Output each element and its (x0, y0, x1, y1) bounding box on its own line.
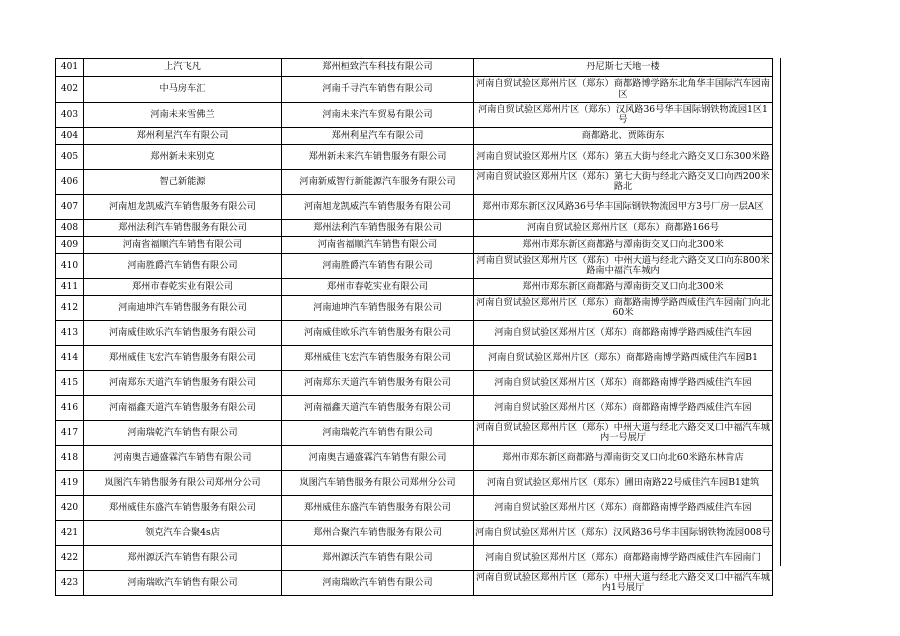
dealer-name: 河南胜爵汽车销售有限公司 (84, 254, 282, 279)
dealer-address: 河南自贸试验区郑州片区（郑东）中州大道与经北六路交叉口中福汽车城内1号展厅 (474, 571, 773, 596)
table-row (56, 237, 773, 254)
company-name: 郑州桓致汽车科技有限公司 (282, 59, 474, 77)
table-row (56, 546, 773, 571)
spreadsheet-page (55, 58, 773, 596)
dealer-name: 郑州源沃汽车销售有限公司 (84, 546, 282, 571)
company-name: 岚图汽车销售服务有限公司郑州分公司 (282, 471, 474, 496)
company-name: 郑州威佳东盛汽车销售服务有限公司 (282, 496, 474, 521)
dealer-address: 河南自贸试验区郑州片区（郑东）商都路南博学路西威佳汽车园 (474, 396, 773, 421)
table-row (56, 254, 773, 279)
row-number: 408 (56, 220, 84, 237)
dealer-name: 河南威佳欧乐汽车销售服务有限公司 (84, 321, 282, 346)
table-row (56, 220, 773, 237)
company-name: 河南威佳欧乐汽车销售服务有限公司 (282, 321, 474, 346)
dealer-name: 郑州市春乾实业有限公司 (84, 279, 282, 296)
dealer-address: 郑州市郑东新区商都路与潭南街交叉口向北300米 (474, 237, 773, 254)
table-row (56, 446, 773, 471)
row-number: 423 (56, 571, 84, 596)
row-number: 403 (56, 103, 84, 128)
table-row (56, 421, 773, 446)
row-number: 422 (56, 546, 84, 571)
dealer-address: 河南自贸试验区郑州片区（郑东）中州大道与经北六路交叉口中福汽车城内一号展厅 (474, 421, 773, 446)
dealer-name: 智己新能源 (84, 170, 282, 195)
dealer-table-body (56, 59, 773, 596)
table-row (56, 77, 773, 103)
dealer-name: 郑州利星汽车有限公司 (84, 128, 282, 145)
dealer-address: 商都路北、贾陈街东 (474, 128, 773, 145)
dealer-name: 郑州法利汽车销售服务有限公司 (84, 220, 282, 237)
company-name: 郑州源沃汽车销售有限公司 (282, 546, 474, 571)
table-row (56, 103, 773, 128)
dealer-address: 河南自贸试验区郑州片区（郑东）汉风路36号华丰国际钢铁物流园1区1号 (474, 103, 773, 128)
company-name: 郑州市春乾实业有限公司 (282, 279, 474, 296)
row-number: 406 (56, 170, 84, 195)
row-number: 417 (56, 421, 84, 446)
table-row (56, 296, 773, 321)
row-number: 405 (56, 145, 84, 170)
dealer-name: 郑州新未来别克 (84, 145, 282, 170)
company-name: 河南千寻汽车销售有限公司 (282, 77, 474, 103)
dealer-name: 河南奥吉通盛霖汽车销售有限公司 (84, 446, 282, 471)
row-number: 412 (56, 296, 84, 321)
row-number: 416 (56, 396, 84, 421)
dealer-name: 河南瑞乾汽车销售有限公司 (84, 421, 282, 446)
row-number: 420 (56, 496, 84, 521)
company-name: 河南新威智行新能源汽车服务有限公司 (282, 170, 474, 195)
row-number: 410 (56, 254, 84, 279)
dealer-address: 郑州市郑东新区商都路与潭南街交叉口向北60米路东林肯店 (474, 446, 773, 471)
company-name: 河南瑞乾汽车销售有限公司 (282, 421, 474, 446)
table-row (56, 371, 773, 396)
dealer-name: 河南迪坤汽车销售服务有限公司 (84, 296, 282, 321)
company-name: 河南旭龙凯威汽车销售服务有限公司 (282, 195, 474, 220)
row-number: 415 (56, 371, 84, 396)
dealer-name: 河南郑东天道汽车销售服务有限公司 (84, 371, 282, 396)
row-number: 419 (56, 471, 84, 496)
dealer-table (55, 58, 773, 596)
dealer-name: 河南旭龙凯威汽车销售服务有限公司 (84, 195, 282, 220)
dealer-address: 河南自贸试验区郑州片区（郑东）商都路南博学路西威佳汽车园 (474, 321, 773, 346)
dealer-address: 河南自贸试验区郑州片区（郑东）第七大街与经北六路交叉口向西200米路北 (474, 170, 773, 195)
table-row (56, 59, 773, 77)
table-row (56, 571, 773, 596)
table-row (56, 396, 773, 421)
company-name: 河南胜爵汽车销售有限公司 (282, 254, 474, 279)
dealer-address: 郑州市郑东新区汉风路36号华丰国际钢铁物流园甲方3号厂房一层A区 (474, 195, 773, 220)
dealer-address: 河南自贸试验区郑州片区（郑东）第五大街与经北六路交叉口东300米路 (474, 145, 773, 170)
dealer-name: 郑州威佳飞宏汽车销售服务有限公司 (84, 346, 282, 371)
dealer-name: 河南福鑫天道汽车销售服务有限公司 (84, 396, 282, 421)
table-row (56, 521, 773, 546)
row-number: 401 (56, 59, 84, 77)
dealer-name: 河南未来雪佛兰 (84, 103, 282, 128)
company-name: 河南瑞欧汽车销售有限公司 (282, 571, 474, 596)
company-name: 河南未来汽车贸易有限公司 (282, 103, 474, 128)
company-name: 河南省福顺汽车销售有限公司 (282, 237, 474, 254)
row-number: 414 (56, 346, 84, 371)
dealer-address: 河南自贸试验区郑州片区（郑东）商都路166号 (474, 220, 773, 237)
dealer-name: 岚图汽车销售服务有限公司郑州分公司 (84, 471, 282, 496)
company-name: 河南福鑫天道汽车销售服务有限公司 (282, 396, 474, 421)
dealer-name: 中马房车汇 (84, 77, 282, 103)
dealer-address: 河南自贸试验区郑州片区（郑东）汉风路36号华丰国际钢铁物流园008号 (474, 521, 773, 546)
dealer-address: 河南自贸试验区郑州片区（郑东）商都路南博学路西威佳汽车园B1 (474, 346, 773, 371)
table-row (56, 321, 773, 346)
company-name: 郑州新未来汽车销售服务有限公司 (282, 145, 474, 170)
row-number: 421 (56, 521, 84, 546)
dealer-address: 河南自贸试验区郑州片区（郑东）商都路南博学路西威佳汽车园南门 (474, 546, 773, 571)
row-number: 404 (56, 128, 84, 145)
table-row (56, 195, 773, 220)
row-number: 407 (56, 195, 84, 220)
dealer-address: 郑州市郑东新区商都路与潭南街交叉口向北300米 (474, 279, 773, 296)
dealer-name: 河南省福顺汽车销售有限公司 (84, 237, 282, 254)
table-row (56, 279, 773, 296)
page-border-line (780, 58, 781, 566)
table-row (56, 346, 773, 371)
row-number: 418 (56, 446, 84, 471)
row-number: 409 (56, 237, 84, 254)
dealer-address: 河南自贸试验区郑州片区（郑东）中州大道与经北六路交叉口向东800米路南中福汽车城内 (474, 254, 773, 279)
dealer-address: 河南自贸试验区郑州片区（郑东）商都路南博学路西威佳汽车园南门向北60米 (474, 296, 773, 321)
table-row (56, 496, 773, 521)
row-number: 402 (56, 77, 84, 103)
table-row (56, 170, 773, 195)
dealer-address: 河南自贸试验区郑州片区（郑东）商都路博学路东北角华丰国际汽车园南区 (474, 77, 773, 103)
table-row (56, 471, 773, 496)
row-number: 411 (56, 279, 84, 296)
dealer-name: 河南瑞欧汽车销售有限公司 (84, 571, 282, 596)
company-name: 郑州法利汽车销售服务有限公司 (282, 220, 474, 237)
dealer-name: 郑州威佳东盛汽车销售服务有限公司 (84, 496, 282, 521)
dealer-name: 领克汽车合聚4s店 (84, 521, 282, 546)
company-name: 河南迪坤汽车销售服务有限公司 (282, 296, 474, 321)
dealer-address: 河南自贸试验区郑州片区（郑东）圃田南路22号威佳汽车园B1建筑 (474, 471, 773, 496)
company-name: 河南奥吉通盛霖汽车销售有限公司 (282, 446, 474, 471)
company-name: 郑州合聚汽车销售服务有限公司 (282, 521, 474, 546)
dealer-name: 上汽飞凡 (84, 59, 282, 77)
dealer-address: 丹尼斯七天地一楼 (474, 59, 773, 77)
company-name: 郑州利星汽车有限公司 (282, 128, 474, 145)
row-number: 413 (56, 321, 84, 346)
company-name: 郑州威佳飞宏汽车销售服务有限公司 (282, 346, 474, 371)
table-row (56, 145, 773, 170)
dealer-address: 河南自贸试验区郑州片区（郑东）商都路南博学路西威佳汽车园 (474, 371, 773, 396)
company-name: 河南郑东天道汽车销售服务有限公司 (282, 371, 474, 396)
dealer-address: 河南自贸试验区郑州片区（郑东）商都路南博学路西威佳汽车园 (474, 496, 773, 521)
table-row (56, 128, 773, 145)
